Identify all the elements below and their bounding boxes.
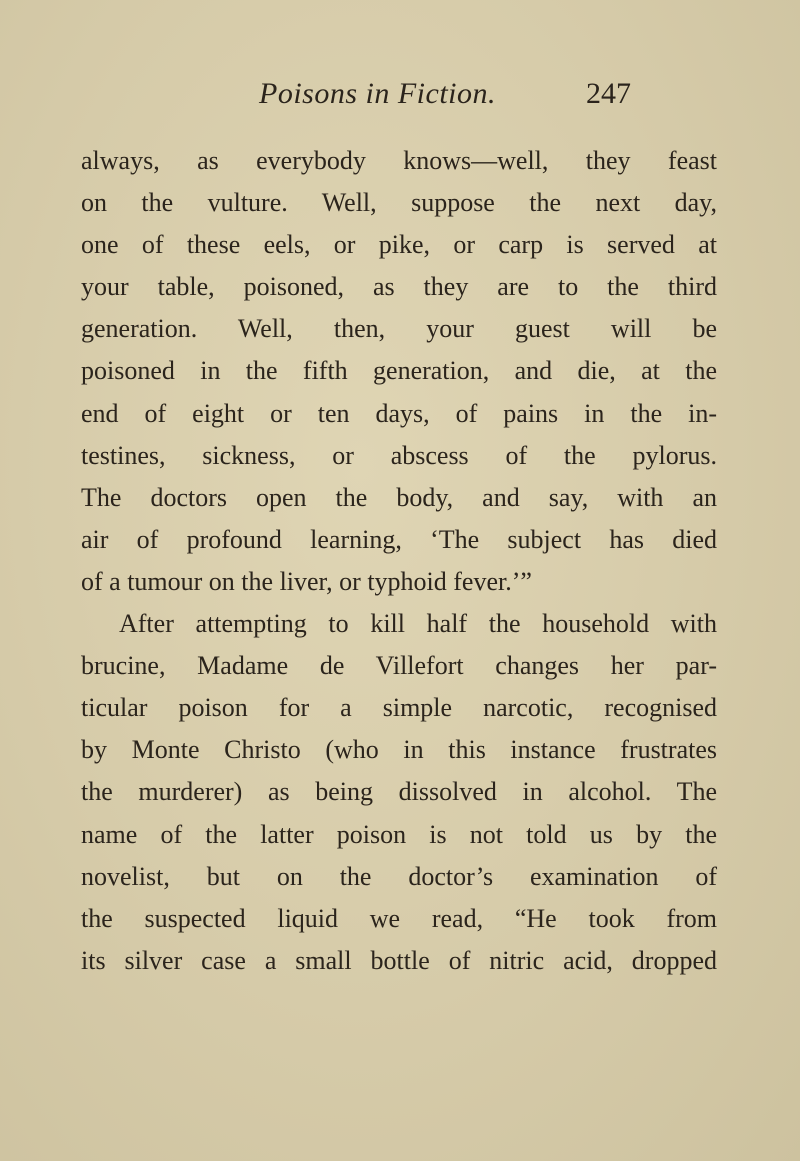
text-line: by Monte Christo (who in this instance frustrates <box>81 735 717 765</box>
text-line: brucine, Madame de Villefort changes her par- <box>81 651 717 681</box>
text-line: air of profound learning, ‘The subject has died <box>81 524 717 554</box>
text-line: name of the latter poison is not told us by the <box>81 819 717 849</box>
text-line: end of eight or ten days, of pains in the in- <box>81 398 717 428</box>
text-line: your table, poisoned, as they are to the third <box>81 272 717 302</box>
text-line: one of these eels, or pike, or carp is served at <box>81 230 717 260</box>
running-title: Poisons in Fiction. <box>259 77 496 110</box>
text-line: ticular poison for a simple narcotic, recognised <box>81 693 717 723</box>
text-line: the suspected liquid we read, “He took from <box>81 903 717 933</box>
text-line: generation. Well, then, your guest will be <box>81 314 717 344</box>
body-text <box>81 140 717 982</box>
text-line: After attempting to kill half the household with <box>119 609 717 639</box>
text-line: The doctors open the body, and say, with an <box>81 482 717 512</box>
text-line: the murderer) as being dissolved in alcohol. The <box>81 777 717 807</box>
text-line: of a tumour on the liver, or typhoid fever.’” <box>81 566 532 596</box>
page-number: 247 <box>586 77 631 110</box>
text-line: always, as everybody knows—well, they feast <box>81 146 717 175</box>
text-line: its silver case a small bottle of nitric acid, dropped <box>81 945 717 975</box>
text-line: poisoned in the fifth generation, and die, at the <box>81 356 717 386</box>
text-line: novelist, but on the doctor’s examination of <box>81 861 717 891</box>
running-head <box>0 74 800 124</box>
text-line: on the vulture. Well, suppose the next day, <box>81 188 717 218</box>
text-line: testines, sickness, or abscess of the pylorus. <box>81 440 717 470</box>
